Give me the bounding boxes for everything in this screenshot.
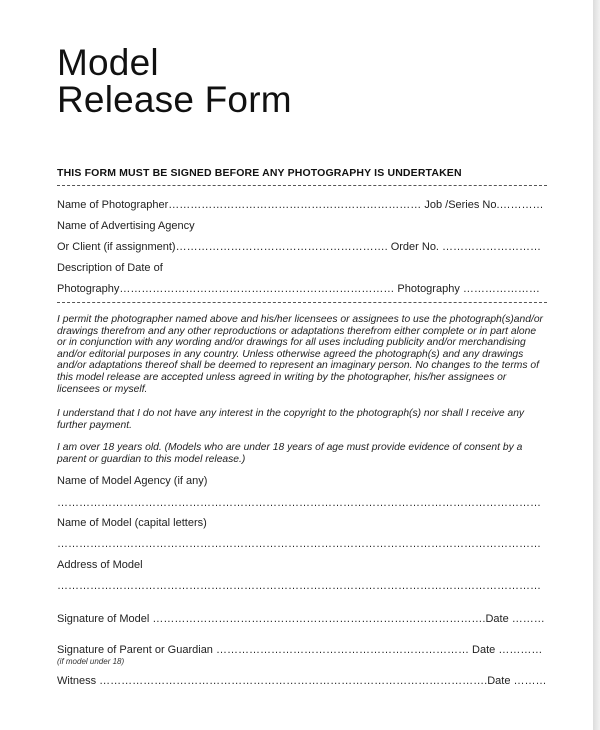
guardian-signature-field[interactable]: Signature of Parent or Guardian …………………………………………………………… Date ………… [57, 644, 543, 656]
address-label: Address of Model [57, 559, 143, 571]
title-line-1: Model [57, 42, 159, 83]
model-name-label: Name of Model (capital letters) [57, 517, 207, 529]
model-signature-field[interactable]: Signature of Model ……………………………………………………………………………….Date ……… [57, 613, 545, 625]
model-agency-label: Name of Model Agency (if any) [57, 475, 208, 487]
guardian-note: (if model under 18) [57, 657, 125, 666]
photography-field[interactable]: Photography………………………………………………………………… Photography ………………… [57, 283, 540, 295]
description-label: Description of Date of [57, 262, 163, 274]
model-agency-field[interactable]: …………………………………………………………………………………………………………………… [57, 497, 541, 509]
title-line-2: Release Form [57, 79, 292, 120]
client-field[interactable]: Or Client (if assignment)…………………………………………………. Order No. ……………………… [57, 241, 542, 253]
address-field[interactable]: …………………………………………………………………………………………………………………… [57, 580, 541, 592]
divider-top [57, 185, 547, 186]
witness-field[interactable]: Witness …………………………………………………………………………………………….Date ……… [57, 675, 547, 687]
age-paragraph: I am over 18 years old. (Models who are under 18 years of age must provide evidence of consent by a parent or guardian to this model release.) [57, 442, 523, 465]
form-headline: THIS FORM MUST BE SIGNED BEFORE ANY PHOTOGRAPHY IS UNDERTAKEN [57, 167, 462, 179]
divider-bottom [57, 302, 547, 303]
model-name-field[interactable]: …………………………………………………………………………………………………………………… [57, 538, 541, 550]
permission-paragraph: I permit the photographer named above and his/her licensees or assignees to use the photograph(s)and/or drawings therefrom and any other reproductions or adaptations therefrom either complete or in part alone or in conjunction with any wording and/or drawings for all uses including publicity and/or merchandising and/or editorial purposes in any country. Unless otherwise agreed the photograph(s) and any drawings and/or adaptations thereof shall be deemed to represent an imaginary person. No changes to the terms of this model release are accepted unless agreed in writing by the photographer, his/her assignees or licensees or myself. [57, 314, 543, 395]
advertising-agency-label: Name of Advertising Agency [57, 220, 195, 232]
photographer-field[interactable]: Name of Photographer…………………………………………………………… Job /Series No.………… [57, 199, 544, 211]
copyright-paragraph: I understand that I do not have any interest in the copyright to the photograph(s) nor shall I receive any further payment. [57, 408, 525, 431]
page-edge-shadow [593, 0, 600, 730]
